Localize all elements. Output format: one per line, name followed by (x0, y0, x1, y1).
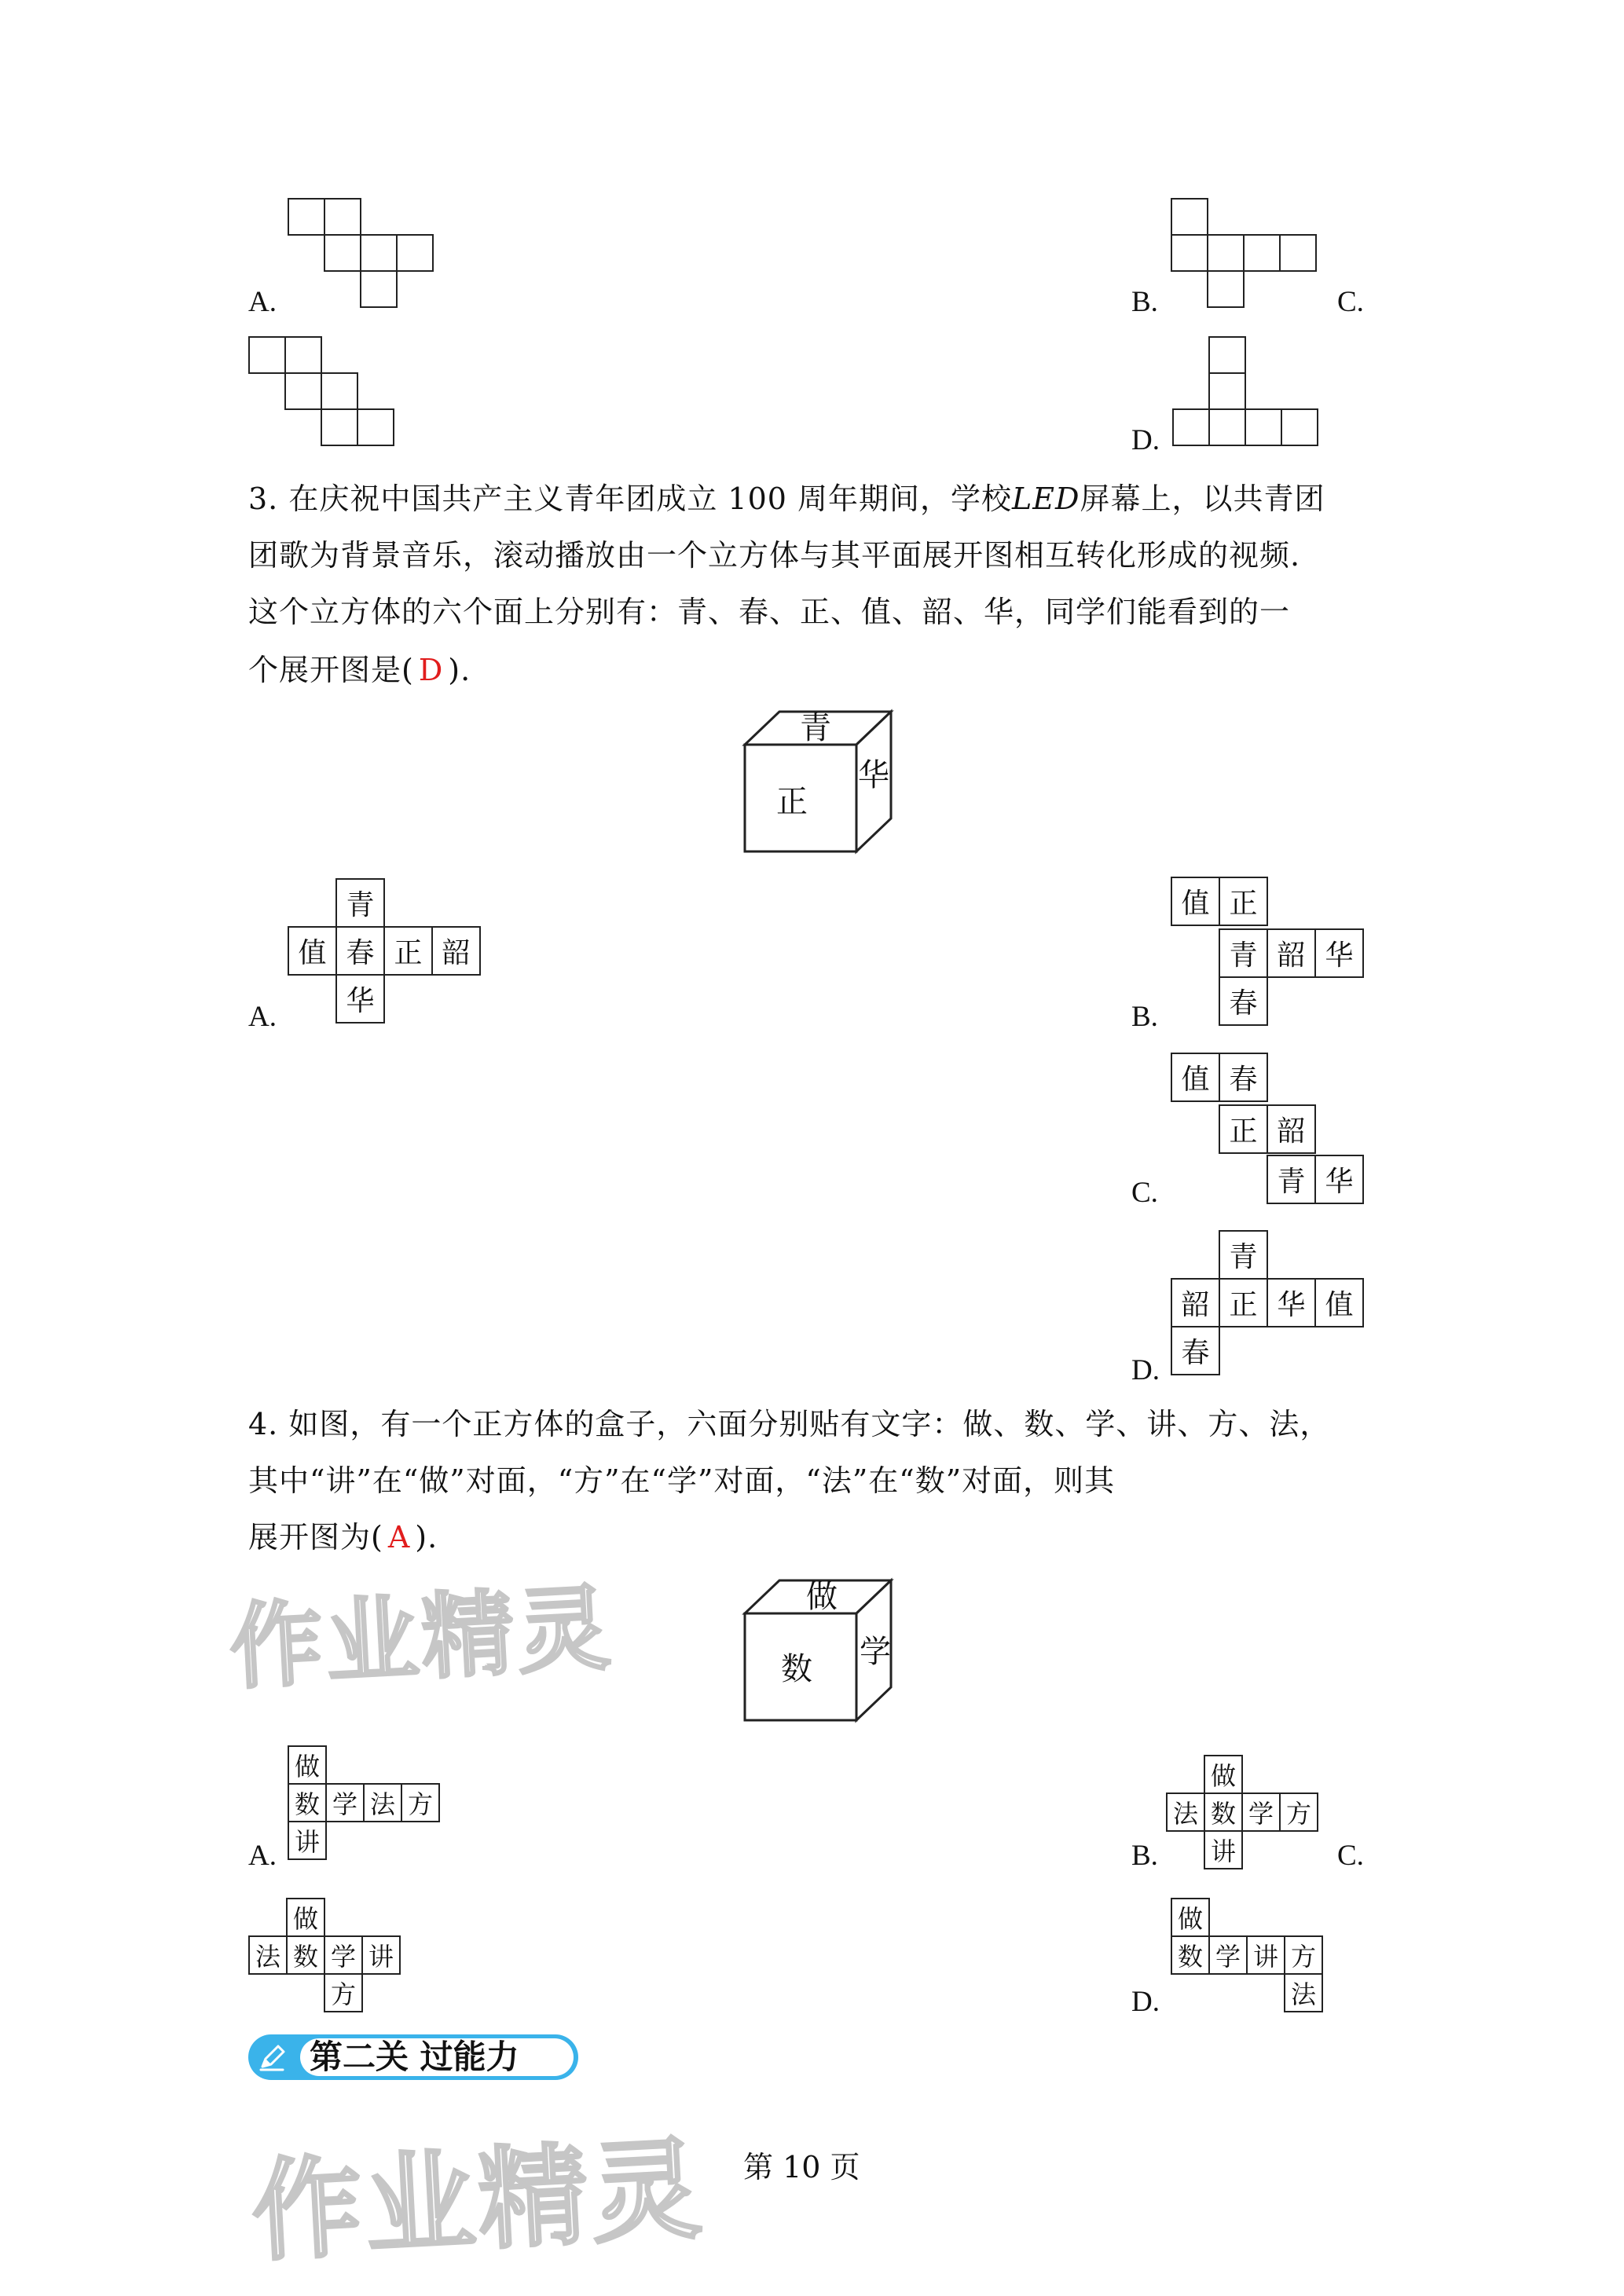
net-face: 法 (248, 1935, 288, 1975)
net-face: 做 (1171, 1898, 1210, 1937)
net-square (324, 198, 361, 236)
net-face: 华 (1314, 1155, 1364, 1204)
net-face: 春 (1171, 1326, 1220, 1375)
net-square (396, 234, 434, 272)
q4-answer: A (387, 1520, 411, 1554)
net-face: 华 (335, 974, 385, 1023)
net-face: 春 (1219, 1053, 1268, 1102)
cube-top-label: 做 (806, 1579, 838, 1615)
net-face: 数 (1171, 1935, 1210, 1975)
section-title: 第二关 过能力 (310, 2038, 519, 2076)
net-square (1208, 372, 1246, 410)
net-face: 值 (1171, 877, 1220, 926)
net-face: 学 (1241, 1792, 1281, 1832)
net-face: 华 (1314, 928, 1364, 978)
net-face: 值 (1314, 1278, 1364, 1327)
q4-option-a-label: A. (248, 1840, 277, 1872)
q3-option-a-label: A. (248, 1001, 277, 1033)
watermark-upper: 作业精灵 (227, 1573, 616, 1702)
q3-option-c-label: C. (1131, 1177, 1158, 1209)
net-face: 讲 (1204, 1830, 1243, 1869)
q2-option-a-label: A. (248, 286, 277, 318)
cube-front-label: 数 (781, 1651, 812, 1687)
net-square (324, 234, 361, 272)
net-face: 学 (325, 1783, 365, 1822)
q2-option-c-label: C. (1337, 286, 1364, 318)
q3-line-2: 团歌为背景音乐，滚动播放由一个立方体与其平面展开图相互转化形成的视频. (248, 538, 1301, 573)
q3-line-4-prefix: 个展开图是( (248, 653, 414, 687)
net-face: 法 (1284, 1973, 1323, 2012)
net-face: 正 (1219, 1278, 1268, 1327)
net-face: 做 (286, 1898, 325, 1937)
net-square (1279, 234, 1317, 272)
net-square (360, 234, 398, 272)
net-face: 值 (1171, 1053, 1220, 1102)
net-square (360, 270, 398, 308)
net-square (357, 408, 394, 446)
net-square (321, 408, 358, 446)
net-face: 学 (324, 1935, 363, 1975)
net-face: 讲 (361, 1935, 401, 1975)
pencil-icon (256, 2041, 289, 2073)
q3-line-4 (248, 655, 471, 685)
net-face: 做 (288, 1745, 327, 1785)
net-face: 法 (1166, 1792, 1205, 1832)
net-face: 方 (401, 1783, 440, 1822)
net-face: 做 (1204, 1755, 1243, 1794)
q4-option-b-label: B. (1131, 1840, 1158, 1872)
section-banner (248, 2034, 578, 2082)
net-face: 青 (335, 878, 385, 928)
q4-line-3-prefix: 展开图为( (248, 1520, 383, 1554)
q4-option-c-label: C. (1337, 1840, 1364, 1872)
net-face: 春 (1219, 976, 1268, 1026)
net-face: 方 (324, 1973, 363, 2012)
net-face: 韶 (1267, 928, 1316, 978)
net-face: 青 (1219, 928, 1268, 978)
q3-line-1: 3. 在庆祝中国共产主义青年团成立 100 周年期间，学校𝐿𝐸𝐷屏幕上，以共青团 (248, 482, 1325, 516)
q4-line-3 (248, 1522, 438, 1552)
net-square (1171, 198, 1208, 236)
net-face: 数 (288, 1783, 327, 1822)
net-face: 春 (335, 926, 385, 976)
net-face: 韶 (1171, 1278, 1220, 1327)
net-face: 数 (286, 1935, 325, 1975)
net-face: 讲 (288, 1821, 327, 1860)
net-face: 方 (1279, 1792, 1318, 1832)
net-square (288, 198, 325, 236)
net-square (1172, 408, 1210, 446)
net-square (1208, 336, 1246, 374)
net-face: 方 (1284, 1935, 1323, 1975)
net-square (248, 336, 286, 374)
net-square (1245, 408, 1282, 446)
net-face: 韶 (431, 926, 481, 976)
q4-line-3-suffix: ). (415, 1520, 438, 1554)
page-number: 第 10 页 (743, 2150, 860, 2184)
net-face: 正 (383, 926, 433, 976)
net-face: 值 (288, 926, 337, 976)
q2-option-b-label: B. (1131, 286, 1158, 318)
cube-front-label: 正 (776, 784, 808, 820)
net-square (1171, 234, 1208, 272)
q4-line-1: 4. 如图，有一个正方体的盒子，六面分别贴有文字：做、数、学、讲、方、法， (248, 1407, 1331, 1441)
q3-answer: D (418, 653, 444, 687)
net-square (321, 372, 358, 410)
cube-right-label: 学 (860, 1634, 891, 1670)
cube-right-label: 华 (858, 757, 889, 793)
net-face: 学 (1208, 1935, 1248, 1975)
net-square (1243, 234, 1281, 272)
net-face: 华 (1267, 1278, 1316, 1327)
net-face: 讲 (1246, 1935, 1285, 1975)
net-square (284, 372, 322, 410)
net-face: 青 (1267, 1155, 1316, 1204)
net-square (1281, 408, 1318, 446)
net-face: 正 (1219, 877, 1268, 926)
q3-line-3: 这个立方体的六个面上分别有：青、春、正、值、韶、华，同学们能看到的一 (248, 595, 1291, 629)
q3-option-d-label: D. (1131, 1354, 1160, 1386)
watermark-lower: 作业精灵 (248, 2126, 708, 2277)
cube-top-label: 青 (800, 710, 831, 746)
net-face: 正 (1219, 1104, 1268, 1154)
net-face: 法 (363, 1783, 402, 1822)
q4-cube-figure (739, 1574, 896, 1731)
net-square (1207, 270, 1245, 308)
net-square (1208, 408, 1246, 446)
q3-line-4-suffix: ). (448, 653, 471, 687)
q3-option-b-label: B. (1131, 1001, 1158, 1033)
net-square (284, 336, 322, 374)
net-face: 韶 (1267, 1104, 1316, 1154)
q2-option-d-label: D. (1131, 424, 1160, 456)
q3-cube-figure (739, 705, 896, 862)
q4-line-2: 其中“讲”在“做”对面，“方”在“学”对面，“法”在“数”对面，则其 (248, 1463, 1116, 1498)
net-face: 数 (1204, 1792, 1243, 1832)
q4-option-d-label: D. (1131, 1986, 1160, 2018)
net-square (1207, 234, 1245, 272)
net-face: 青 (1219, 1230, 1268, 1280)
